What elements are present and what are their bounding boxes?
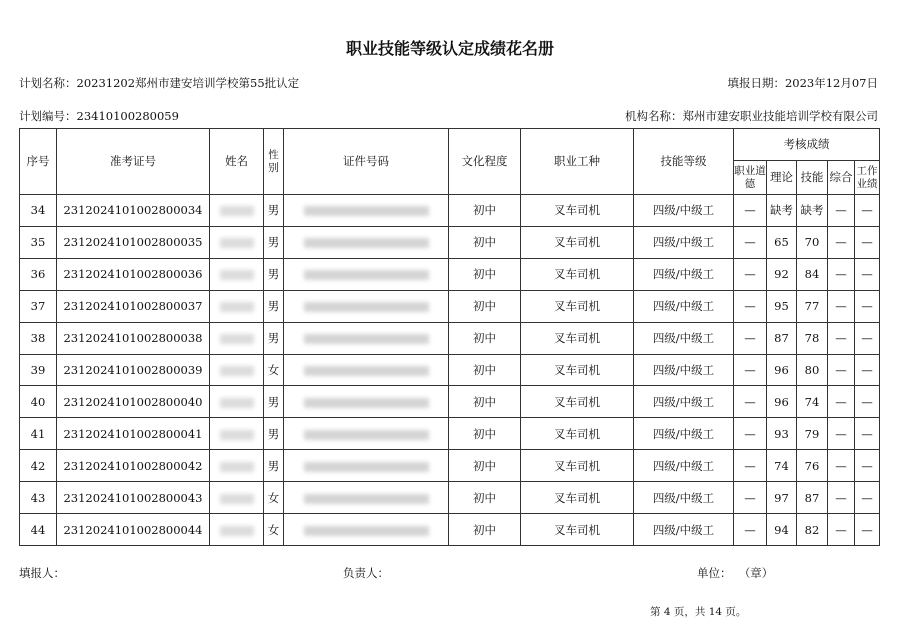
redacted-id-mask [304, 334, 429, 344]
plan-name [19, 75, 299, 91]
cell-performance: — [855, 322, 880, 354]
redacted-id-mask [304, 302, 429, 312]
cell-seq: 38 [20, 322, 57, 354]
redacted-name-mask [220, 430, 254, 440]
cell-theory: 96 [767, 386, 797, 418]
cell-performance: — [855, 226, 880, 258]
cell-education: 初中 [449, 195, 521, 227]
cell-skill: 76 [797, 450, 828, 482]
cell-name-redacted [210, 450, 264, 482]
cell-name-redacted [210, 226, 264, 258]
cell-gender: 男 [264, 418, 284, 450]
cell-skill: 77 [797, 290, 828, 322]
fill-date-value: 2023年12月07日 [784, 76, 878, 90]
cell-skill: 79 [797, 418, 828, 450]
redacted-name-mask [220, 302, 254, 312]
cell-seq: 35 [20, 226, 57, 258]
cell-exam-no: 2312024101002800034 [57, 195, 210, 227]
cell-level: 四级/中级工 [634, 258, 734, 290]
cell-skill: 84 [797, 258, 828, 290]
header-education: 文化程度 [449, 129, 521, 195]
cell-seq: 42 [20, 450, 57, 482]
cell-skill: 87 [797, 482, 828, 514]
redacted-name-mask [220, 526, 254, 536]
cell-ethics: — [734, 354, 767, 386]
filler-label: 填报人： [19, 566, 65, 580]
cell-id-redacted [284, 195, 449, 227]
cell-education: 初中 [449, 354, 521, 386]
fill-date [727, 75, 878, 91]
cell-skill: 74 [797, 386, 828, 418]
header-row [20, 129, 880, 161]
score-roster-table [19, 128, 880, 546]
cell-level: 四级/中级工 [634, 450, 734, 482]
cell-performance: — [855, 514, 880, 546]
cell-seq: 39 [20, 354, 57, 386]
cell-level: 四级/中级工 [634, 354, 734, 386]
cell-exam-no: 2312024101002800043 [57, 482, 210, 514]
cell-ethics: — [734, 386, 767, 418]
cell-skill: 70 [797, 226, 828, 258]
cell-gender: 男 [264, 290, 284, 322]
cell-education: 初中 [449, 226, 521, 258]
plan-number-label: 计划编号： [19, 109, 77, 123]
cell-education: 初中 [449, 482, 521, 514]
cell-overall: — [828, 418, 855, 450]
cell-theory: 92 [767, 258, 797, 290]
redacted-name-mask [220, 494, 254, 504]
cell-name-redacted [210, 482, 264, 514]
table-row [20, 195, 880, 227]
header-ethics: 职业道德 [734, 161, 767, 195]
cell-id-redacted [284, 386, 449, 418]
cell-theory: 97 [767, 482, 797, 514]
table-row [20, 226, 880, 258]
header-performance: 工作业绩 [855, 161, 880, 195]
redacted-id-mask [304, 462, 429, 472]
plan-name-value: 20231202郑州市建安培训学校第55批认定 [76, 76, 300, 90]
cell-id-redacted [284, 354, 449, 386]
cell-gender: 女 [264, 514, 284, 546]
cell-ethics: — [734, 226, 767, 258]
table-row [20, 258, 880, 290]
cell-performance: — [855, 354, 880, 386]
document-title: 职业技能等级认定成绩花名册 [345, 39, 554, 58]
cell-performance: — [855, 482, 880, 514]
cell-id-redacted [284, 418, 449, 450]
cell-theory: 95 [767, 290, 797, 322]
cell-occupation: 叉车司机 [521, 386, 634, 418]
redacted-id-mask [304, 206, 429, 216]
cell-name-redacted [210, 195, 264, 227]
cell-occupation: 叉车司机 [521, 354, 634, 386]
cell-seq: 34 [20, 195, 57, 227]
cell-education: 初中 [449, 290, 521, 322]
cell-performance: — [855, 290, 880, 322]
cell-theory: 74 [767, 450, 797, 482]
header-level: 技能等级 [634, 129, 734, 195]
cell-skill: 78 [797, 322, 828, 354]
responsible-label: 负责人： [343, 566, 389, 580]
redacted-id-mask [304, 238, 429, 248]
plan-name-label: 计划名称： [19, 76, 77, 90]
cell-overall: — [828, 354, 855, 386]
table-row [20, 450, 880, 482]
table-row [20, 514, 880, 546]
cell-ethics: — [734, 258, 767, 290]
header-name: 姓名 [210, 129, 264, 195]
redacted-id-mask [304, 494, 429, 504]
cell-exam-no: 2312024101002800037 [57, 290, 210, 322]
header-seq: 序号 [20, 129, 57, 195]
cell-skill: 缺考 [797, 195, 828, 227]
plan-number-value: 23410100280059 [76, 109, 179, 123]
cell-exam-no: 2312024101002800040 [57, 386, 210, 418]
cell-overall: — [828, 290, 855, 322]
cell-name-redacted [210, 322, 264, 354]
cell-education: 初中 [449, 258, 521, 290]
cell-name-redacted [210, 418, 264, 450]
header-id-no: 证件号码 [284, 129, 449, 195]
organization [625, 108, 878, 124]
cell-level: 四级/中级工 [634, 226, 734, 258]
cell-gender: 男 [264, 322, 284, 354]
redacted-name-mask [220, 462, 254, 472]
cell-id-redacted [284, 226, 449, 258]
cell-skill: 80 [797, 354, 828, 386]
cell-performance: — [855, 386, 880, 418]
cell-ethics: — [734, 418, 767, 450]
cell-overall: — [828, 482, 855, 514]
redacted-name-mask [220, 270, 254, 280]
cell-exam-no: 2312024101002800044 [57, 514, 210, 546]
header-exam-no: 准考证号 [57, 129, 210, 195]
cell-overall: — [828, 386, 855, 418]
cell-seq: 36 [20, 258, 57, 290]
cell-occupation: 叉车司机 [521, 226, 634, 258]
table-row [20, 482, 880, 514]
table-row [20, 418, 880, 450]
cell-seq: 37 [20, 290, 57, 322]
cell-id-redacted [284, 322, 449, 354]
cell-education: 初中 [449, 514, 521, 546]
cell-ethics: — [734, 290, 767, 322]
cell-occupation: 叉车司机 [521, 258, 634, 290]
cell-performance: — [855, 195, 880, 227]
cell-occupation: 叉车司机 [521, 418, 634, 450]
cell-exam-no: 2312024101002800038 [57, 322, 210, 354]
table-row [20, 386, 880, 418]
cell-seq: 41 [20, 418, 57, 450]
cell-id-redacted [284, 482, 449, 514]
seal-label: （章） [738, 566, 774, 580]
cell-id-redacted [284, 514, 449, 546]
header-scores: 考核成绩 [734, 129, 880, 161]
table-row [20, 290, 880, 322]
redacted-id-mask [304, 398, 429, 408]
cell-performance: — [855, 418, 880, 450]
fill-date-label: 填报日期： [727, 76, 785, 90]
cell-theory: 65 [767, 226, 797, 258]
header-gender: 性别 [264, 129, 284, 195]
page-indicator: 第 4 页，共 14 页。 [650, 606, 747, 618]
header-overall: 综合 [828, 161, 855, 195]
cell-gender: 男 [264, 258, 284, 290]
cell-level: 四级/中级工 [634, 386, 734, 418]
cell-overall: — [828, 226, 855, 258]
cell-level: 四级/中级工 [634, 514, 734, 546]
redacted-name-mask [220, 238, 254, 248]
cell-gender: 男 [264, 386, 284, 418]
cell-exam-no: 2312024101002800042 [57, 450, 210, 482]
table-row [20, 354, 880, 386]
cell-name-redacted [210, 354, 264, 386]
cell-name-redacted [210, 290, 264, 322]
cell-education: 初中 [449, 450, 521, 482]
cell-gender: 男 [264, 195, 284, 227]
plan-number [19, 108, 179, 124]
cell-name-redacted [210, 514, 264, 546]
cell-gender: 男 [264, 226, 284, 258]
cell-level: 四级/中级工 [634, 290, 734, 322]
cell-overall: — [828, 258, 855, 290]
cell-performance: — [855, 258, 880, 290]
cell-exam-no: 2312024101002800036 [57, 258, 210, 290]
cell-skill: 82 [797, 514, 828, 546]
cell-occupation: 叉车司机 [521, 482, 634, 514]
table-row [20, 322, 880, 354]
roster-body [20, 195, 880, 546]
cell-level: 四级/中级工 [634, 322, 734, 354]
header-occupation: 职业工种 [521, 129, 634, 195]
cell-overall: — [828, 322, 855, 354]
cell-id-redacted [284, 258, 449, 290]
cell-education: 初中 [449, 322, 521, 354]
cell-seq: 44 [20, 514, 57, 546]
cell-id-redacted [284, 450, 449, 482]
cell-theory: 94 [767, 514, 797, 546]
cell-education: 初中 [449, 386, 521, 418]
cell-theory: 96 [767, 354, 797, 386]
redacted-name-mask [220, 366, 254, 376]
unit-signature [697, 565, 773, 581]
cell-gender: 男 [264, 450, 284, 482]
cell-ethics: — [734, 514, 767, 546]
cell-seq: 40 [20, 386, 57, 418]
organization-label: 机构名称： [625, 109, 683, 123]
cell-gender: 女 [264, 354, 284, 386]
cell-occupation: 叉车司机 [521, 450, 634, 482]
cell-education: 初中 [449, 418, 521, 450]
cell-occupation: 叉车司机 [521, 290, 634, 322]
cell-ethics: — [734, 195, 767, 227]
redacted-name-mask [220, 398, 254, 408]
cell-level: 四级/中级工 [634, 482, 734, 514]
cell-occupation: 叉车司机 [521, 195, 634, 227]
cell-overall: — [828, 514, 855, 546]
redacted-name-mask [220, 334, 254, 344]
cell-theory: 缺考 [767, 195, 797, 227]
cell-seq: 43 [20, 482, 57, 514]
cell-exam-no: 2312024101002800039 [57, 354, 210, 386]
redacted-name-mask [220, 206, 254, 216]
cell-overall: — [828, 450, 855, 482]
cell-exam-no: 2312024101002800041 [57, 418, 210, 450]
cell-ethics: — [734, 482, 767, 514]
redacted-id-mask [304, 366, 429, 376]
unit-label: 单位： [697, 566, 732, 580]
redacted-id-mask [304, 430, 429, 440]
cell-name-redacted [210, 386, 264, 418]
cell-level: 四级/中级工 [634, 418, 734, 450]
cell-theory: 93 [767, 418, 797, 450]
header-skill: 技能 [797, 161, 828, 195]
cell-level: 四级/中级工 [634, 195, 734, 227]
redacted-id-mask [304, 526, 429, 536]
cell-ethics: — [734, 322, 767, 354]
cell-theory: 87 [767, 322, 797, 354]
organization-value: 郑州市建安职业技能培训学校有限公司 [682, 109, 878, 123]
header-theory: 理论 [767, 161, 797, 195]
redacted-id-mask [304, 270, 429, 280]
cell-occupation: 叉车司机 [521, 514, 634, 546]
cell-ethics: — [734, 450, 767, 482]
cell-gender: 女 [264, 482, 284, 514]
cell-exam-no: 2312024101002800035 [57, 226, 210, 258]
cell-performance: — [855, 450, 880, 482]
cell-id-redacted [284, 290, 449, 322]
cell-overall: — [828, 195, 855, 227]
cell-occupation: 叉车司机 [521, 322, 634, 354]
cell-name-redacted [210, 258, 264, 290]
